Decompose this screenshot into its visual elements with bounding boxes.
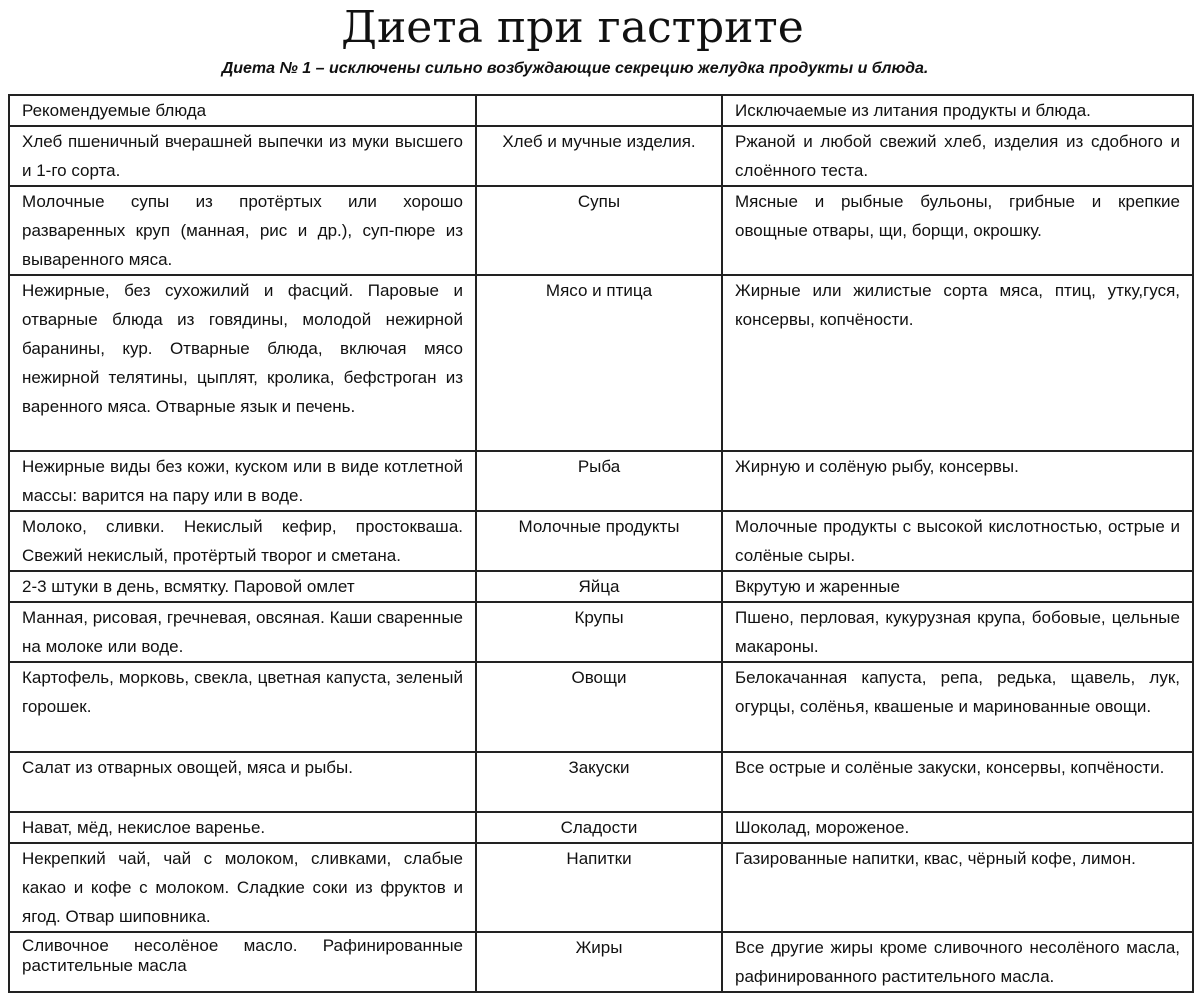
excluded-cell: Мясные и рыбные бульоны, грибные и крепкие овощные отвары, щи, борщи, окрошку.: [722, 186, 1193, 275]
header-excluded: Исключаемые из литания продукты и блюда.: [722, 95, 1193, 126]
excluded-cell: Все другие жиры кроме сливочного несолёного масла, рафинированного растительного масла.: [722, 932, 1193, 992]
recommended-cell: Некрепкий чай, чай с молоком, сливками, слабые какао и кофе с молоком. Сладкие соки из фруктов и ягод. Отвар шиповника.: [9, 843, 476, 932]
table-row: [9, 932, 1193, 992]
excluded-cell: Все острые и солёные закуски, консервы, копчёности.: [722, 752, 1193, 812]
table-row: [9, 843, 1193, 932]
recommended-cell: Хлеб пшеничный вчерашней выпечки из муки высшего и 1-го сорта.: [9, 126, 476, 186]
table-row: [9, 451, 1193, 511]
category-cell: Рыба: [476, 451, 722, 511]
category-cell: Закуски: [476, 752, 722, 812]
recommended-cell: Салат из отварных овощей, мяса и рыбы.: [9, 752, 476, 812]
excluded-cell: Белокачанная капуста, репа, редька, щавель, лук, огурцы, солёнья, квашеные и маринованные овощи.: [722, 662, 1193, 752]
table-row: [9, 511, 1193, 571]
recommended-cell: Сливочное несолёное масло. Рафинированные растительные масла: [9, 932, 476, 992]
category-cell: Сладости: [476, 812, 722, 843]
category-cell: Крупы: [476, 602, 722, 662]
excluded-cell: Шоколад, мороженое.: [722, 812, 1193, 843]
table-row: [9, 571, 1193, 602]
table-row: [9, 275, 1193, 451]
table-row: [9, 186, 1193, 275]
recommended-cell: Нежирные, без сухожилий и фасций. Паровые и отварные блюда из говядины, молодой нежирной баранины, кур. Отварные блюда, включая мясо нежирной телятины, цыплят, кролика, бефстроган из варенного мяса. Отварные язык и печень.: [9, 275, 476, 451]
category-cell: Супы: [476, 186, 722, 275]
table-row: [9, 602, 1193, 662]
excluded-cell: Молочные продукты с высокой кислотностью, острые и солёные сыры.: [722, 511, 1193, 571]
excluded-cell: Пшено, перловая, кукурузная крупа, бобовые, цельные макароны.: [722, 602, 1193, 662]
table-row: [9, 126, 1193, 186]
recommended-cell: Молочные супы из протёртых или хорошо разваренных круп (манная, рис и др.), суп-пюре из вываренного мяса.: [9, 186, 476, 275]
table-header-row: [9, 95, 1193, 126]
excluded-cell: Вкрутую и жаренные: [722, 571, 1193, 602]
excluded-cell: Газированные напитки, квас, чёрный кофе, лимон.: [722, 843, 1193, 932]
table-row: [9, 752, 1193, 812]
recommended-cell: Нават, мёд, некислое варенье.: [9, 812, 476, 843]
table-row: [9, 662, 1193, 752]
table-row: [9, 812, 1193, 843]
recommended-cell: 2-3 штуки в день, всмятку. Паровой омлет: [9, 571, 476, 602]
recommended-cell: Картофель, морковь, свекла, цветная капуста, зеленый горошек.: [9, 662, 476, 752]
header-category: [476, 95, 722, 126]
excluded-cell: Жирную и солёную рыбу, консервы.: [722, 451, 1193, 511]
diet-table: [8, 94, 1194, 993]
recommended-cell: Нежирные виды без кожи, куском или в виде котлетной массы: варится на пару или в воде.: [9, 451, 476, 511]
category-cell: Хлеб и мучные изделия.: [476, 126, 722, 186]
category-cell: Молочные продукты: [476, 511, 722, 571]
recommended-cell: Молоко, сливки. Некислый кефир, простокваша. Свежий некислый, протёртый творог и сметана.: [9, 511, 476, 571]
excluded-cell: Жирные или жилистые сорта мяса, птиц, утку,гуся, консервы, копчёности.: [722, 275, 1193, 451]
category-cell: Мясо и птица: [476, 275, 722, 451]
category-cell: Яйца: [476, 571, 722, 602]
page-subtitle: Диета № 1 – исключены сильно возбуждающие секрецию желудка продукты и блюда.: [221, 60, 929, 77]
category-cell: Овощи: [476, 662, 722, 752]
header-recommended: Рекомендуемые блюда: [9, 95, 476, 126]
excluded-cell: Ржаной и любой свежий хлеб, изделия из сдобного и слоённого теста.: [722, 126, 1193, 186]
category-cell: Напитки: [476, 843, 722, 932]
category-cell: Жиры: [476, 932, 722, 992]
recommended-cell: Манная, рисовая, гречневая, овсяная. Каши сваренные на молоке или воде.: [9, 602, 476, 662]
page-title: Диета при гастрите: [341, 2, 804, 53]
